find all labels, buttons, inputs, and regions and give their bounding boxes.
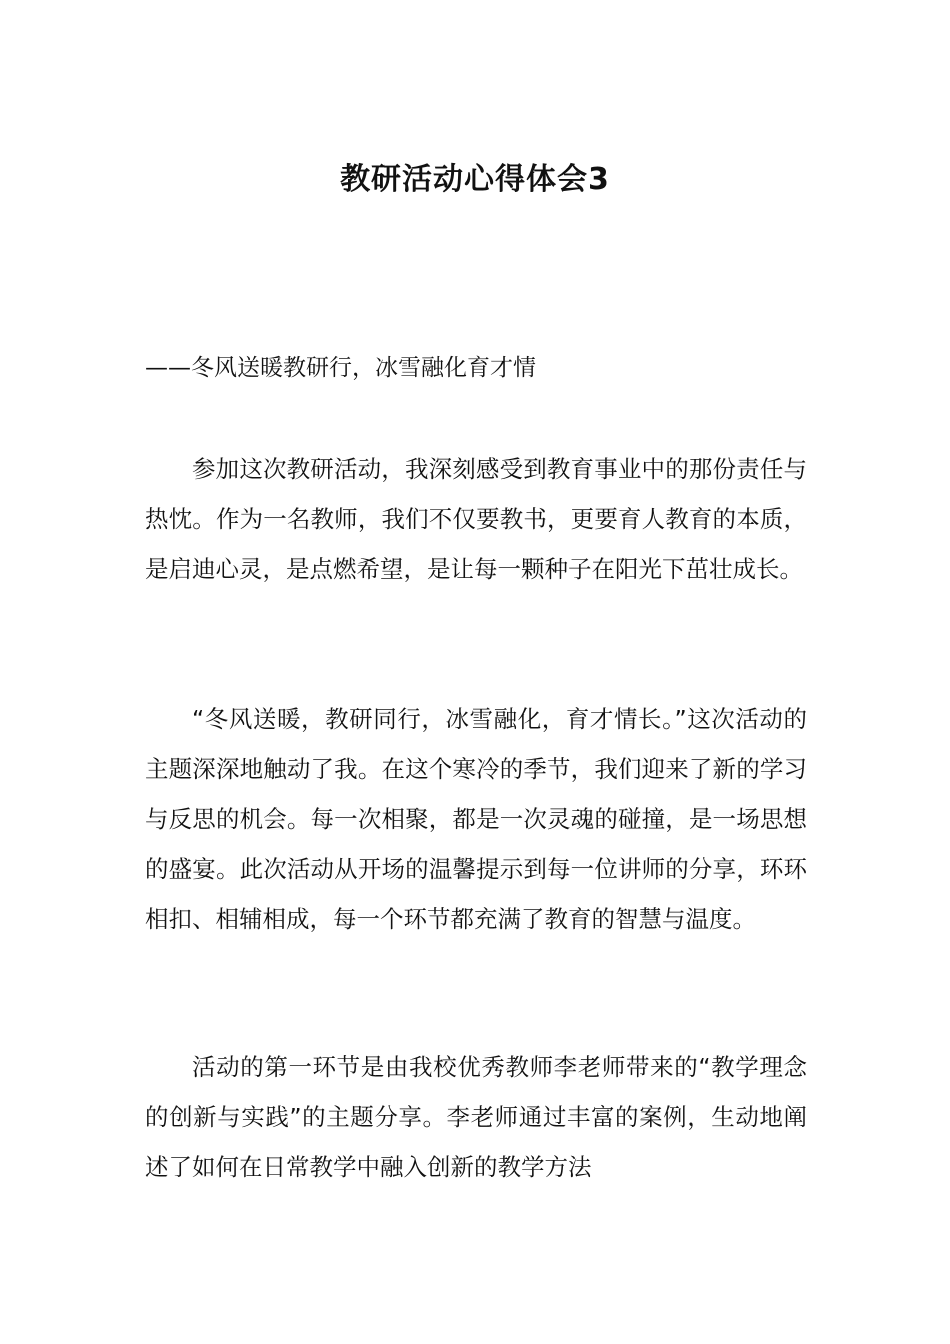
paragraph-1: 参加这次教研活动，我深刻感受到教育事业中的那份责任与热忱。作为一名教师，我们不仅要教书，更要育人教育的本质，是启迪心灵，是点燃希望，是让每一颗种子在阳光下茁壮成长。 <box>145 455 807 583</box>
paragraph-3: 活动的第一环节是由我校优秀教师李老师带来的“教学理念的创新与实践”的主题分享。李老师通过丰富的案例，生动地阐述了如何在日常教学中融入创新的教学方法 <box>145 1053 807 1181</box>
paragraph-2: “冬风送暖，教研同行，冰雪融化，育才情长。”这次活动的主题深深地触动了我。在这个寒冷的季节，我们迎来了新的学习与反思的机会。每一次相聚，都是一次灵魂的碰撞，是一场思想的盛宴。此次活动从开场的温馨提示到每一位讲师的分享，环环相扣、相辅相成，每一个环节都充满了教育的智慧与温度。 <box>145 705 807 933</box>
document-title: 教研活动心得体会3 <box>340 162 610 197</box>
document-subtitle: ——冬风送暖教研行，冰雪融化育才情 <box>145 355 536 381</box>
